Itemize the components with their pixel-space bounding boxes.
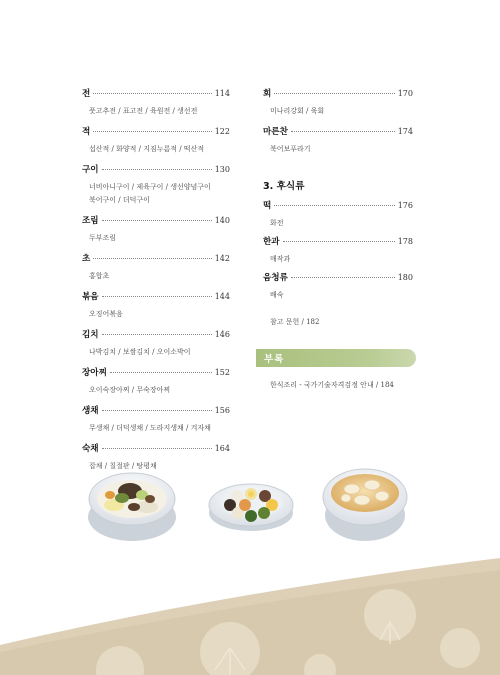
- toc-entry: [82, 253, 230, 283]
- dotted-leader: [274, 205, 394, 206]
- dotted-leader: [93, 131, 211, 132]
- toc-entry-heading: [82, 405, 230, 417]
- toc-entry-title: 숙채: [82, 444, 99, 454]
- toc-entry-title: 전: [82, 89, 91, 99]
- toc-entry-title: 회: [263, 89, 272, 99]
- dotted-leader: [110, 372, 212, 373]
- dotted-leader: [102, 169, 212, 170]
- toc-entry-subitems: [263, 289, 413, 302]
- toc-entry-heading: [82, 253, 230, 265]
- toc-entry-title: 마른찬: [263, 127, 288, 137]
- toc-subitem-line: 배숙: [270, 291, 284, 299]
- toc-entry-heading: [82, 88, 230, 100]
- toc-right-column: [263, 88, 413, 327]
- toc-entry-title: 한과: [263, 237, 280, 247]
- toc-subitem-line: 나박김치 / 보쌈김치 / 오이소박이: [89, 348, 191, 356]
- dotted-leader: [93, 258, 211, 259]
- toc-subitem-line: 잡채 / 칠절판 / 탕평채: [89, 462, 157, 470]
- appendix-entry: 한식조리 - 국가기술자격검정 안내 / 184: [270, 381, 394, 389]
- toc-entry-subitems: [82, 346, 230, 359]
- toc-subitem-line: 오이숙장아찌 / 무숙장아찌: [89, 386, 171, 394]
- toc-entry-title: 김치: [82, 330, 99, 340]
- toc-entry: [263, 88, 413, 118]
- toc-entry-heading: [82, 329, 230, 341]
- toc-entry-heading: [263, 236, 413, 248]
- toc-entry-title: 적: [82, 127, 91, 137]
- toc-entry-subitems: [263, 253, 413, 266]
- toc-entry: [82, 405, 230, 435]
- toc-subitem-line: 매작과: [270, 255, 291, 263]
- toc-entry: [82, 88, 230, 118]
- dotted-leader: [291, 277, 395, 278]
- toc-entry-heading: [82, 126, 230, 138]
- toc-entry-page-number: 142: [214, 254, 230, 263]
- toc-entry-subitems: [263, 217, 413, 230]
- toc-entry-page-number: 146: [214, 330, 230, 339]
- reference-entry: 참고 문헌 / 182: [270, 318, 320, 326]
- toc-entry: [82, 164, 230, 207]
- toc-entry-title: 장아찌: [82, 368, 107, 378]
- dotted-leader: [283, 241, 395, 242]
- toc-entry-heading: [82, 367, 230, 379]
- toc-entry-subitems: [263, 105, 413, 118]
- toc-entry-heading: [263, 272, 413, 284]
- toc-entry-title: 생채: [82, 406, 99, 416]
- toc-entry: [263, 126, 413, 156]
- toc-entry-subitems: [82, 270, 230, 283]
- toc-entry-heading: [82, 443, 230, 455]
- decorative-background-swoosh: [0, 520, 500, 675]
- toc-subitem-line: 너비아니구이 / 제육구이 / 생선양념구이: [89, 183, 211, 191]
- toc-entry-page-number: 140: [214, 216, 230, 225]
- toc-subitem-line: 두부조림: [89, 234, 117, 242]
- toc-entry: [82, 291, 230, 321]
- toc-entry-subitems: [82, 181, 230, 207]
- toc-subitem-line: 화전: [270, 219, 284, 227]
- toc-entry-title: 음청류: [263, 273, 288, 283]
- toc-entry-page-number: 180: [397, 273, 413, 282]
- toc-entry-page-number: 174: [397, 127, 413, 136]
- toc-subitem-line: 섭산적 / 화양적 / 지짐누름적 / 떡산적: [89, 145, 205, 153]
- toc-entry-title: 초: [82, 254, 91, 264]
- toc-subitem-line: 풋고추전 / 표고전 / 육원전 / 생선전: [89, 107, 198, 115]
- toc-entry-page-number: 144: [214, 292, 230, 301]
- toc-entry-page-number: 152: [214, 368, 230, 377]
- toc-entry-page-number: 164: [214, 444, 230, 453]
- dotted-leader: [291, 131, 395, 132]
- toc-entry: [263, 236, 413, 266]
- toc-entry-page-number: 176: [397, 201, 413, 210]
- dotted-leader: [102, 296, 212, 297]
- toc-entry-title: 볶음: [82, 292, 99, 302]
- dotted-leader: [102, 334, 212, 335]
- toc-subitem-line: 홍합초: [89, 272, 110, 280]
- toc-entry-subitems: [82, 143, 230, 156]
- toc-entry-title: 구이: [82, 165, 99, 175]
- toc-entry-subitems: [82, 422, 230, 435]
- toc-entry-subitems: [82, 308, 230, 321]
- toc-entry: [82, 367, 230, 397]
- toc-entry: [263, 200, 413, 230]
- toc-entry-heading: [263, 88, 413, 100]
- toc-subitem-line: 미나리강회 / 육회: [270, 107, 325, 115]
- toc-left-column: [82, 88, 230, 481]
- toc-entry-heading: [82, 164, 230, 176]
- toc-entry: [263, 272, 413, 302]
- toc-entry-page-number: 114: [214, 89, 230, 98]
- toc-entry-page-number: 122: [214, 127, 230, 136]
- dotted-leader: [102, 220, 212, 221]
- toc-entry-page-number: 156: [214, 406, 230, 415]
- toc-entry-subitems: [82, 384, 230, 397]
- dotted-leader: [274, 93, 394, 94]
- toc-entry-page-number: 130: [214, 165, 230, 174]
- toc-entry-heading: [82, 215, 230, 227]
- toc-entry-subitems: [82, 105, 230, 118]
- toc-entry-title: 조림: [82, 216, 99, 226]
- toc-entry: [82, 126, 230, 156]
- toc-entry-heading: [263, 126, 413, 138]
- toc-entry: [82, 329, 230, 359]
- dotted-leader: [93, 93, 211, 94]
- toc-subitem-line: 북어보푸라기: [270, 145, 311, 153]
- appendix-tab: [256, 349, 416, 367]
- toc-entry-heading: [263, 200, 413, 212]
- toc-entry-subitems: [263, 143, 413, 156]
- toc-subitem-line: 북어구이 / 더덕구이: [89, 196, 150, 204]
- toc-entry-title: 떡: [263, 201, 272, 211]
- appendix-tab-label: 부록: [264, 354, 285, 365]
- section-heading-desserts: 3. 후식류: [263, 181, 305, 192]
- toc-entry-heading: [82, 291, 230, 303]
- toc-entry-page-number: 170: [397, 89, 413, 98]
- toc-entry-page-number: 178: [397, 237, 413, 246]
- toc-entry: [82, 215, 230, 245]
- dotted-leader: [102, 410, 212, 411]
- toc-subitem-line: 오징어볶음: [89, 310, 123, 318]
- toc-entry-subitems: [82, 232, 230, 245]
- toc-subitem-line: 무생채 / 더덕생채 / 도라지생채 / 겨자채: [89, 424, 211, 432]
- dotted-leader: [102, 448, 212, 449]
